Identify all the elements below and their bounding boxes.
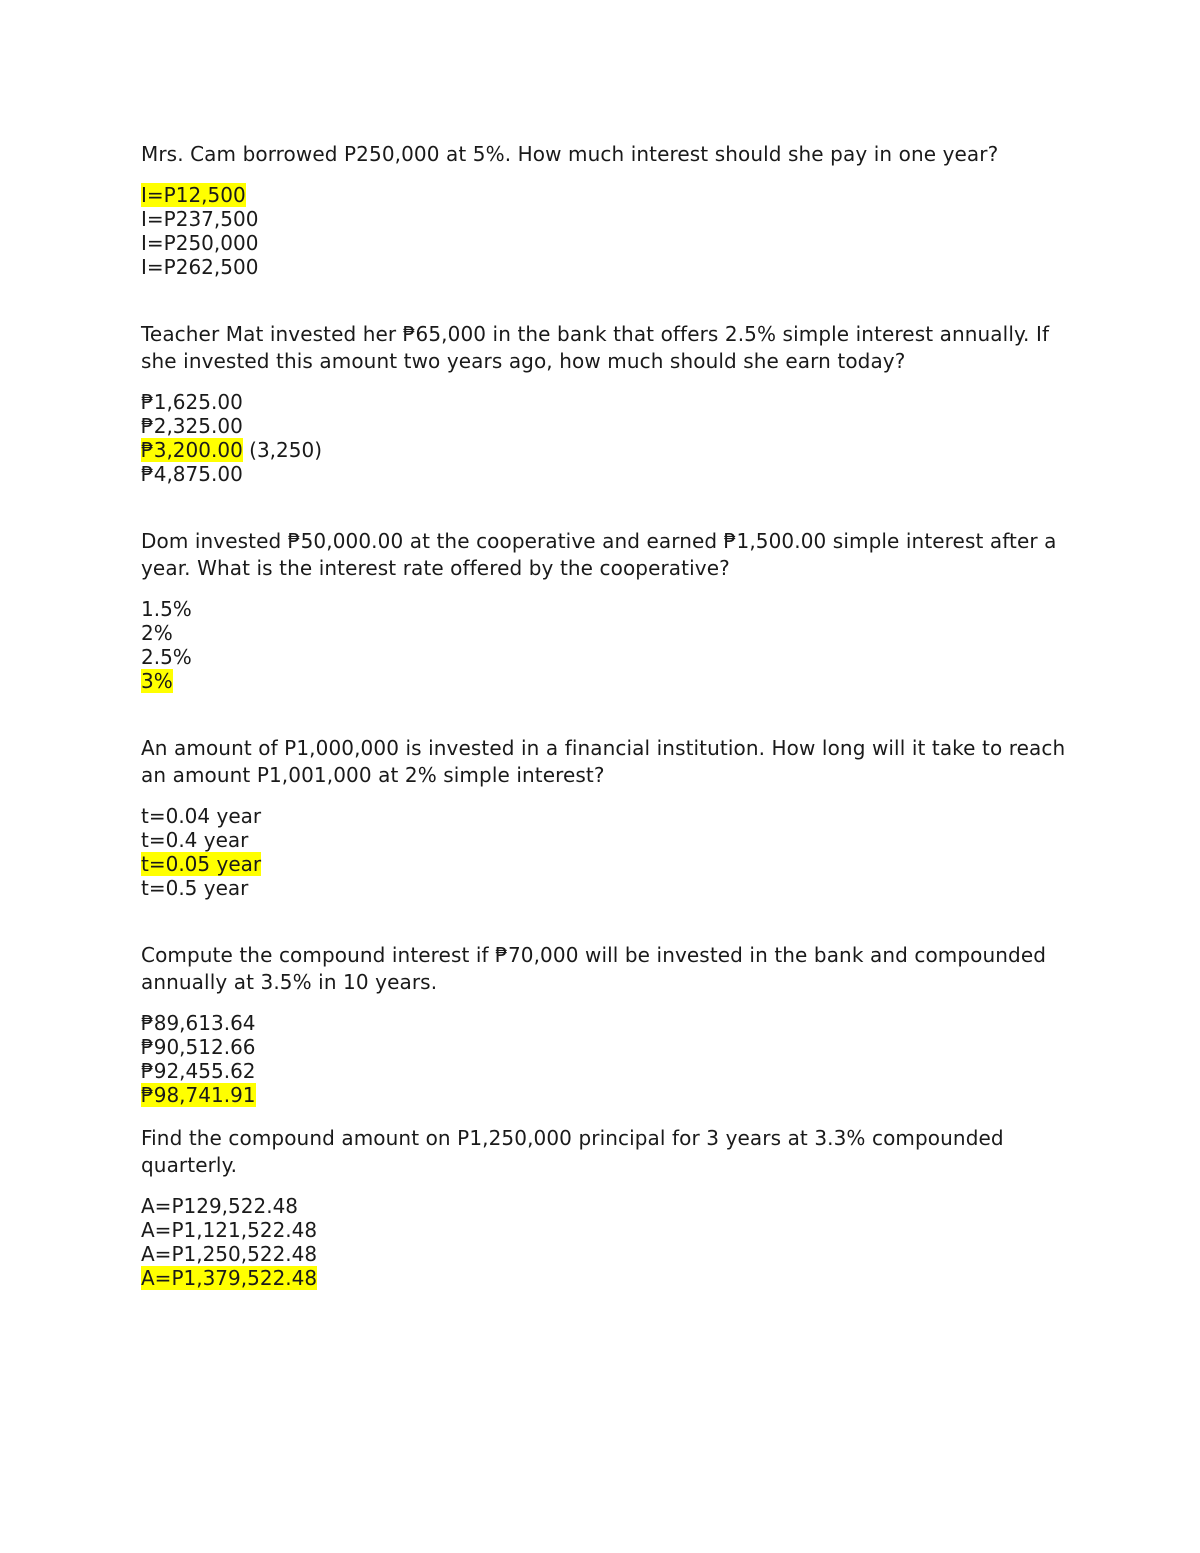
answer-text: I=P237,500 [141,207,259,231]
answer-option [141,231,1071,255]
answer-text: t=0.04 year [141,804,262,828]
answer-option [141,621,1071,645]
answer-text: t=0.4 year [141,828,249,852]
answer-text: A=P1,250,522.48 [141,1242,318,1266]
answer-option [141,1011,1071,1035]
highlighted-answer: A=P1,379,522.48 [141,1266,318,1290]
answer-option [141,804,1071,828]
answer-option [141,1194,1071,1218]
question-text: Compute the compound interest if ₱70,000 will be invested in the bank and compounded annually at 3.5% in 10 years. [141,943,1047,994]
answer-text: ₱2,325.00 [141,414,243,438]
answer-option [141,414,1071,438]
answer-option [141,390,1071,414]
answer-option [141,183,1071,207]
question-text: Teacher Mat invested her ₱65,000 in the bank that offers 2.5% simple interest annually. If she invested this amount two years ago, how much should she earn today? [141,322,1050,373]
answer-text: ₱90,512.66 [141,1035,256,1059]
answer-text: ₱89,613.64 [141,1011,256,1035]
highlighted-answer: 3% [141,669,173,693]
answer-options [141,183,1071,279]
question-4 [141,735,1071,900]
answer-text: 2.5% [141,645,192,669]
question-3 [141,528,1071,693]
highlighted-answer: t=0.05 year [141,852,262,876]
answer-options [141,804,1071,900]
question-6 [141,1125,1071,1290]
answer-option [141,645,1071,669]
answer-text: t=0.5 year [141,876,249,900]
document-page [141,141,1071,1290]
answer-option [141,597,1071,621]
answer-option [141,255,1071,279]
question-5 [141,942,1071,1107]
answer-option [141,828,1071,852]
answer-text: ₱4,875.00 [141,462,243,486]
answer-text: ₱1,625.00 [141,390,243,414]
highlighted-answer: ₱98,741.91 [141,1083,256,1107]
highlighted-answer: I=P12,500 [141,183,246,207]
answer-option [141,207,1071,231]
answer-options [141,597,1071,693]
question-1 [141,141,1071,279]
answer-option [141,669,1071,693]
answer-option [141,852,1071,876]
answer-text: 1.5% [141,597,192,621]
answer-options [141,390,1071,486]
answer-option [141,876,1071,900]
answer-option [141,1218,1071,1242]
question-2 [141,321,1071,486]
answer-option [141,1083,1071,1107]
answer-option [141,1035,1071,1059]
answer-note: (3,250) [242,438,323,462]
question-text: Dom invested ₱50,000.00 at the cooperative and earned ₱1,500.00 simple interest after a year. What is the interest rate offered by the cooperative? [141,529,1057,580]
answer-text: ₱92,455.62 [141,1059,256,1083]
answer-text: I=P262,500 [141,255,259,279]
answer-option [141,1242,1071,1266]
answer-text: I=P250,000 [141,231,259,255]
answer-option [141,438,1071,462]
answer-option [141,1266,1071,1290]
question-text: An amount of P1,000,000 is invested in a financial institution. How long will it take to reach an amount P1,001,000 at 2% simple interest? [141,736,1066,787]
answer-option [141,462,1071,486]
answer-text: A=P1,121,522.48 [141,1218,318,1242]
answer-options [141,1011,1071,1107]
highlighted-answer: ₱3,200.00 [141,438,243,462]
answer-option [141,1059,1071,1083]
answer-options [141,1194,1071,1290]
answer-text: 2% [141,621,173,645]
question-text: Find the compound amount on P1,250,000 principal for 3 years at 3.3% compounded quarterly. [141,1126,1004,1177]
answer-text: A=P129,522.48 [141,1194,299,1218]
question-text: Mrs. Cam borrowed P250,000 at 5%. How much interest should she pay in one year? [141,142,999,166]
